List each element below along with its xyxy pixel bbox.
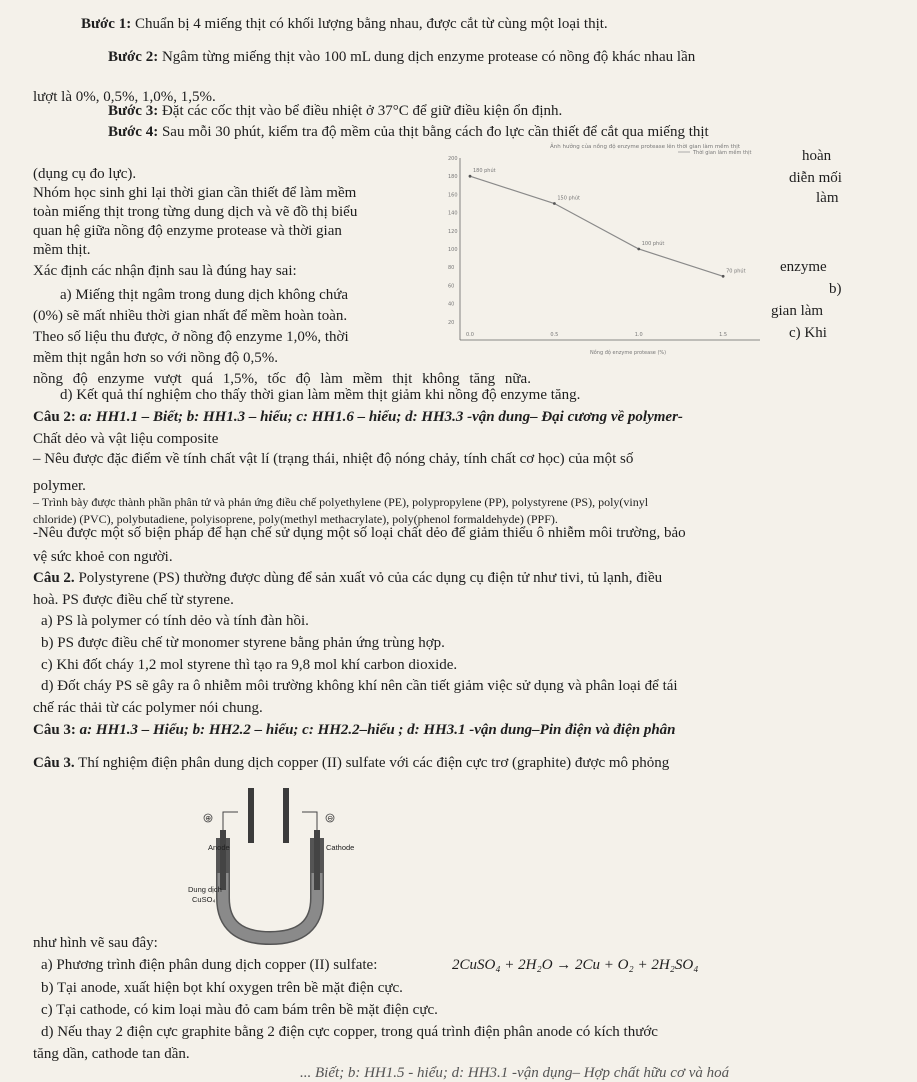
y-tick-label: 20 xyxy=(448,319,455,326)
y-ticks xyxy=(448,156,458,326)
stand-rod xyxy=(248,788,254,843)
cathode-label: Cathode xyxy=(326,843,355,852)
q2-topic-line: -Nêu được một số biện pháp để hạn chế sử dụng một số loại chất dẻo để giảm thiểu ô nhiễm môi trường, bảo xyxy=(33,525,686,541)
data-label: 150 phút xyxy=(557,195,580,202)
q1-text-line: Xác định các nhận định sau là đúng hay sai: xyxy=(33,263,297,279)
q2-question: Câu 2. Polystyrene (PS) thường được dùng để sản xuất vỏ của các dụng cụ điện tử như tivi, tủ lạnh, điều xyxy=(33,570,663,586)
chart-title: Ảnh hưởng của nồng độ enzyme protease lên thời gian làm mềm thịt xyxy=(550,144,740,150)
right-fragment: gian làm xyxy=(771,303,824,319)
q1-text-line: quan hệ giữa nồng độ enzyme protease và thời gian xyxy=(33,223,342,239)
q1-text-line: mềm thịt. xyxy=(33,242,91,258)
x-tick-label: 0.5 xyxy=(550,332,559,338)
q1-text-line: toàn miếng thịt trong từng dung dịch và vẽ đồ thị biểu xyxy=(33,204,358,220)
step2-line: Bước 2: Ngâm từng miếng thịt vào 100 mL dung dịch enzyme protease có nồng độ khác nhau lần xyxy=(108,49,696,65)
q1-text-line: Nhóm học sinh ghi lại thời gian cần thiết để làm mềm xyxy=(33,185,357,201)
anode-wire xyxy=(223,812,238,830)
electrolysis-diagram-svg xyxy=(178,778,363,950)
cathode-wire xyxy=(302,812,317,830)
step2-cont: lượt là 0%, 0,5%, 1,0%, 1,5%. xyxy=(33,89,216,105)
data-point xyxy=(637,248,640,251)
right-fragment: enzyme xyxy=(780,259,827,275)
x-tick-label: 0.0 xyxy=(466,332,474,338)
x-tick-label: 1.0 xyxy=(634,332,643,338)
q1-item-d: d) Kết quả thí nghiệm cho thấy thời gian làm mềm thịt giảm khi nồng độ enzyme tăng. xyxy=(60,387,581,403)
q1-item-c: nồng độ enzyme vượt quá 1,5%, tốc độ làm mềm thịt không tăng nữa. xyxy=(33,371,531,387)
q3-item-b: b) Tại anode, xuất hiện bọt khí oxygen trên bề mặt điện cực. xyxy=(41,980,403,996)
q3-item-a: a) Phương trình điện phân dung dịch copper (II) sulfate: xyxy=(41,957,378,973)
minus-sign: ⊖ xyxy=(327,815,334,823)
series-line xyxy=(470,176,723,276)
q2-topic-line: chloride) (PVC), polybutadiene, polyisoprene, poly(methyl methacrylate), poly(phenol formaldehyde) (PPF). xyxy=(33,512,558,526)
q3-item-d: d) Nếu thay 2 điện cực graphite bằng 2 điện cực copper, trong quá trình điện phân anode có kích thước xyxy=(41,1024,658,1040)
q1-item-a: a) Miếng thịt ngâm trong dung dịch không chứa xyxy=(60,287,349,303)
q2-topic-line: Chất dẻo và vật liệu composite xyxy=(33,431,219,447)
y-tick-label: 160 xyxy=(448,192,458,199)
q3-question-cont: như hình vẽ sau đây: xyxy=(33,935,158,951)
anode-label: Anode xyxy=(208,843,230,852)
cutoff-line: ... Biết; b: HH1.5 - hiểu; d: HH3.1 -vận dụng– Hợp chất hữu cơ và hoá xyxy=(300,1065,730,1081)
q3-item-d-cont: tăng dần, cathode tan dần. xyxy=(33,1046,190,1062)
stand-rod xyxy=(283,788,289,843)
step1-line: Bước 1: Chuẩn bị 4 miếng thịt có khối lượng bằng nhau, được cắt từ cùng một loại thịt. xyxy=(81,16,608,32)
solution-label: Dung dịch xyxy=(188,885,222,894)
step3-line: Bước 3: Đặt các cốc thịt vào bể điều nhiệt ở 37°C để giữ điều kiện ổn định. xyxy=(108,103,563,119)
data-label: 70 phút xyxy=(726,268,746,275)
anode-electrode xyxy=(220,830,226,890)
q2-item-d-cont: chế rác thải từ các polymer nói chung. xyxy=(33,700,263,716)
q2-header: Câu 2: a: HH1.1 – Biết; b: HH1.3 – hiểu; c: HH1.6 – hiểu; d: HH3.3 -vận dung– Đại cương về polymer- xyxy=(33,409,683,425)
y-tick-label: 40 xyxy=(448,301,455,308)
electrolysis-diagram xyxy=(178,778,363,950)
q2-item-d: d) Đốt cháy PS sẽ gây ra ô nhiễm môi trường không khí nên cần tiết giảm việc sử dụng và phân loại để tái xyxy=(41,678,678,694)
q3-question: Câu 3. Thí nghiệm điện phân dung dịch copper (II) sulfate với các điện cực trơ (graphite) được mô phỏng xyxy=(33,755,670,771)
x-tick-label: 1.5 xyxy=(719,332,728,338)
q2-topic-line: vệ sức khoẻ con người. xyxy=(33,549,173,565)
right-fragment: hoàn xyxy=(802,148,832,164)
q1-text-line: (0%) sẽ mất nhiều thời gian nhất để mềm hoàn toàn. xyxy=(33,308,348,324)
q2-topic-line: – Nêu được đặc điểm về tính chất vật lí (trạng thái, nhiệt độ nóng chảy, tính chất cơ học) của một số xyxy=(33,451,634,467)
cuso4-solution xyxy=(223,873,317,938)
q2-topic-line: – Trình bày được thành phần phân tử và phản ứng điều chế polyethylene (PE), polypropylene (PP), polystyrene (PS), poly(vinyl xyxy=(33,495,649,509)
right-fragment: làm xyxy=(816,190,839,206)
q2-item-b: b) PS được điều chế từ monomer styrene bằng phản ứng trùng hợp. xyxy=(41,635,445,651)
y-tick-label: 80 xyxy=(448,265,455,272)
right-fragment: diễn mối xyxy=(789,170,842,186)
q3-equation: 2CuSO₄ + 2H₂O → 2Cu + O₂ + 2H₂SO₄ xyxy=(452,957,699,973)
chart-legend: Thời gian làm mềm thịt xyxy=(693,150,752,156)
q1-text-line: mềm thịt ngắn hơn so với nồng độ 0,5%. xyxy=(33,350,279,366)
data-label: 180 phút xyxy=(473,168,496,175)
data-point xyxy=(553,202,556,205)
q2-question-cont: hoà. PS được điều chế từ styrene. xyxy=(33,592,234,608)
y-tick-label: 200 xyxy=(448,156,458,162)
y-tick-label: 180 xyxy=(448,174,458,181)
enzyme-chart-svg xyxy=(440,140,770,360)
y-tick-label: 120 xyxy=(448,228,458,235)
right-fragment: b) xyxy=(829,281,842,297)
data-label: 100 phút xyxy=(641,241,665,247)
q3-item-c: c) Tại cathode, có kim loại màu đỏ cam bám trên bề mặt điện cực. xyxy=(41,1002,438,1018)
data-point xyxy=(469,175,472,178)
plus-sign: ⊕ xyxy=(205,815,212,823)
x-axis-label: Nồng độ enzyme protease (%) xyxy=(590,350,667,356)
q2-topic-line: polymer. xyxy=(33,478,86,494)
q2-item-c: c) Khi đốt cháy 1,2 mol styrene thì tạo ra 9,8 mol khí carbon dioxide. xyxy=(41,657,458,673)
x-ticks xyxy=(466,332,727,338)
right-fragment: c) Khi xyxy=(789,325,827,341)
q1-text-line: (dụng cụ đo lực). xyxy=(33,166,137,182)
y-tick-label: 60 xyxy=(448,283,455,290)
cathode-electrode xyxy=(314,830,320,890)
step4-line: Bước 4: Sau mỗi 30 phút, kiểm tra độ mềm của thịt bằng cách đo lực cần thiết để cắt qua miếng thịt xyxy=(108,124,709,140)
enzyme-chart xyxy=(440,140,770,360)
y-tick-label: 100 xyxy=(448,247,458,253)
series-points xyxy=(469,167,746,278)
q2-item-a: a) PS là polymer có tính dẻo và tính đàn hồi. xyxy=(41,613,309,629)
data-point xyxy=(722,275,725,278)
q1-item-b: Theo số liệu thu được, ở nồng độ enzyme 1,0%, thời xyxy=(33,329,349,345)
solution-formula: CuSO₄ xyxy=(192,895,216,904)
y-tick-label: 140 xyxy=(448,210,458,217)
q3-header: Câu 3: a: HH1.3 – Hiểu; b: HH2.2 – hiểu; c: HH2.2–hiểu ; d: HH3.1 -vận dung–Pin điện và điện phân xyxy=(33,722,676,738)
